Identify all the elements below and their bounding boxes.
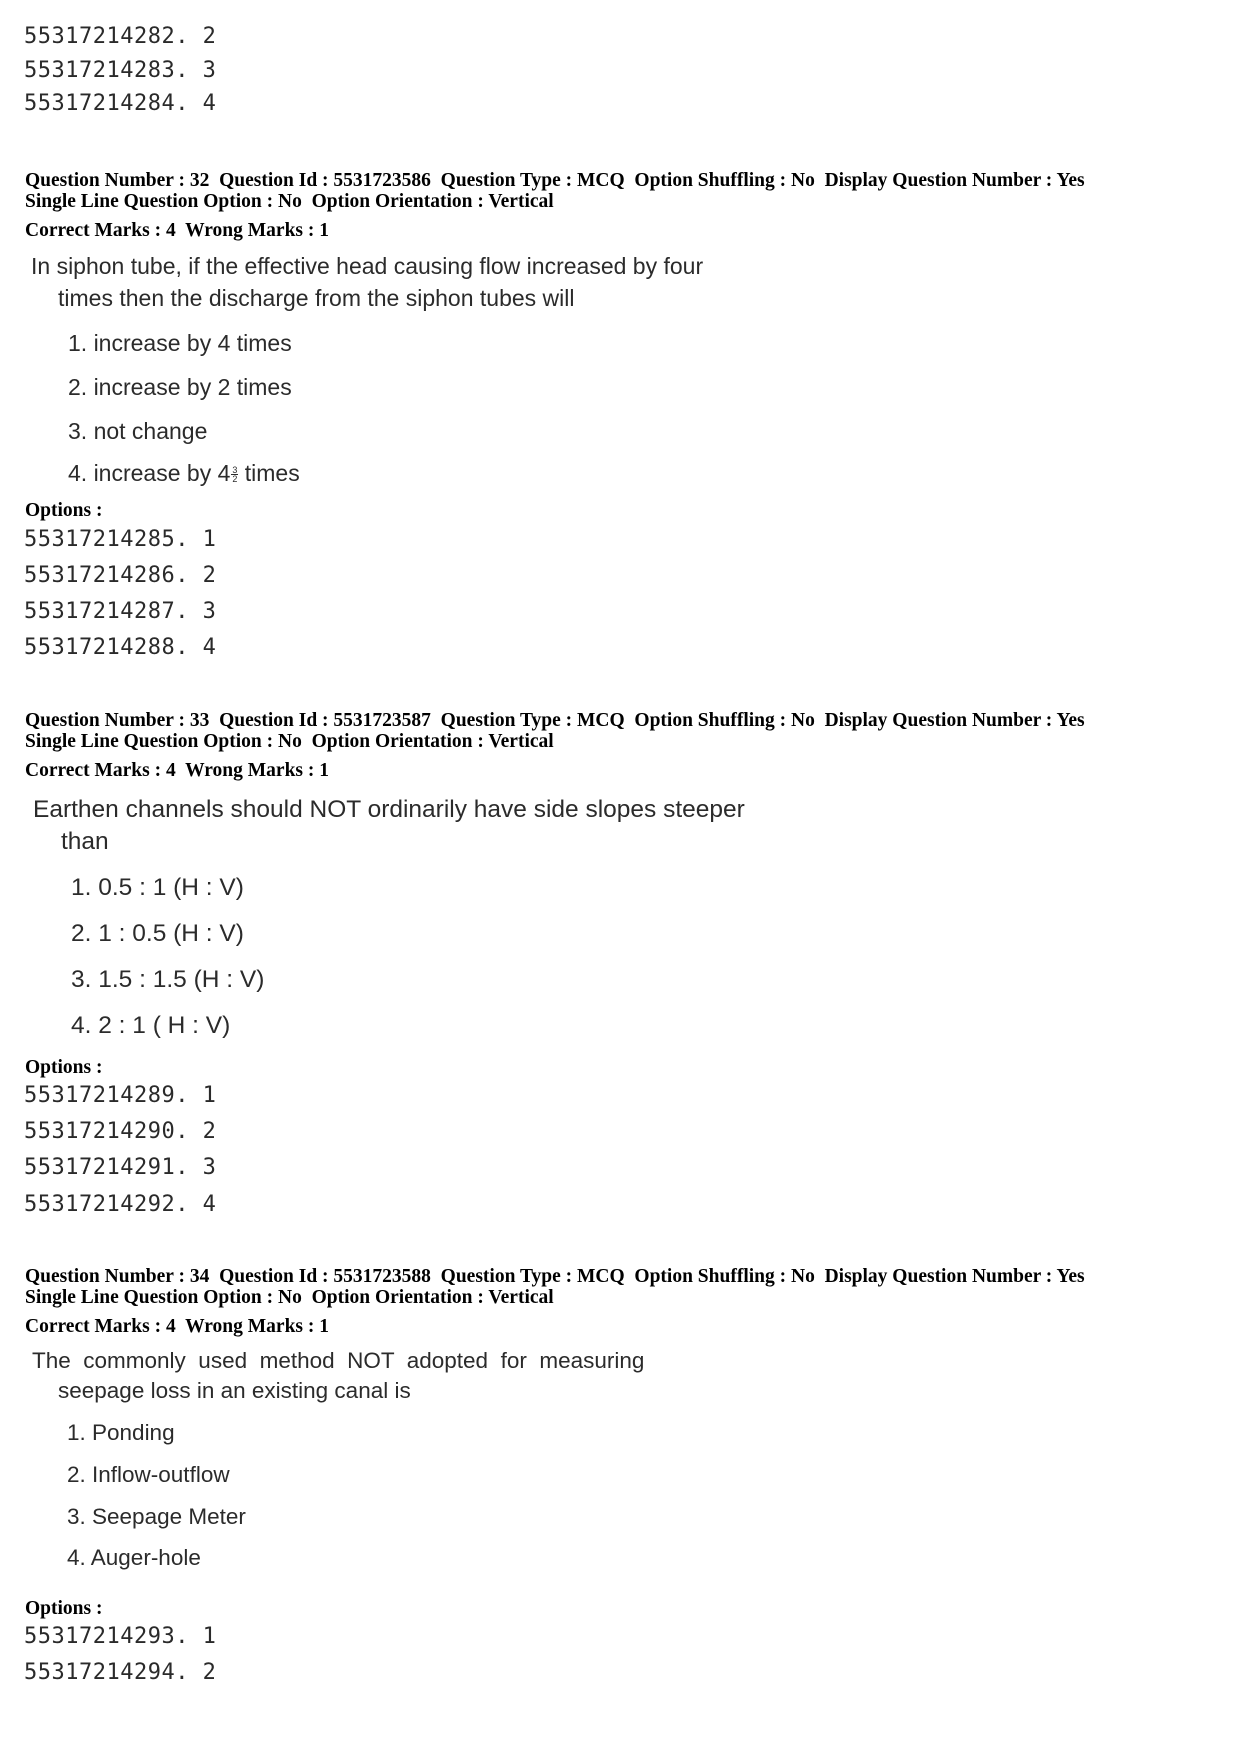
options-label: Options :: [25, 1598, 103, 1619]
question-meta-line: Question Number : 34 Question Id : 5531723588 Question Type : MCQ Option Shuffling : No Display Question Number : Yes: [25, 1266, 1085, 1287]
option-id-line: 55317214284. 4: [24, 91, 217, 116]
fraction-denominator: 2: [232, 474, 238, 484]
question-choice: 4. Auger-hole: [67, 1545, 201, 1570]
option-id-line: 55317214282. 2: [24, 24, 217, 49]
option-id-line: 55317214283. 3: [24, 58, 217, 83]
option-id-line: 55317214290. 2: [24, 1119, 217, 1144]
question-meta-line: Single Line Question Option : No Option Orientation : Vertical: [25, 1287, 554, 1308]
option-id-line: 55317214291. 3: [24, 1155, 217, 1180]
question-stem: times then the discharge from the siphon tubes will: [58, 285, 575, 311]
question-choice: 1. increase by 4 times: [68, 330, 292, 356]
question-choice: 2. Inflow-outflow: [67, 1462, 230, 1487]
question-choice: 2. 1 : 0.5 (H : V): [71, 920, 244, 947]
option-id-line: 55317214293. 1: [24, 1624, 217, 1649]
question-choice: 2. increase by 2 times: [68, 374, 292, 400]
marks-line: Correct Marks : 4 Wrong Marks : 1: [25, 760, 330, 781]
option-id-line: 55317214294. 2: [24, 1660, 217, 1685]
question-choice: 4. 2 : 1 ( H : V): [71, 1012, 231, 1039]
choice-text: times: [238, 460, 300, 486]
question-choice: 1. 0.5 : 1 (H : V): [71, 874, 244, 901]
question-choice: 3. not change: [68, 418, 208, 444]
question-choice: 1. Ponding: [67, 1420, 175, 1445]
question-stem: than: [61, 828, 109, 855]
option-id-line: 55317214286. 2: [24, 563, 217, 588]
question-choice: 3. 1.5 : 1.5 (H : V): [71, 966, 265, 993]
question-meta-line: Question Number : 33 Question Id : 5531723587 Question Type : MCQ Option Shuffling : No Display Question Number : Yes: [25, 710, 1085, 731]
question-stem: seepage loss in an existing canal is: [58, 1378, 411, 1403]
question-meta-line: Single Line Question Option : No Option Orientation : Vertical: [25, 731, 554, 752]
choice-text: 4. increase by 4: [68, 460, 231, 486]
question-stem: In siphon tube, if the effective head causing flow increased by four: [31, 253, 704, 279]
option-id-line: 55317214292. 4: [24, 1192, 217, 1217]
marks-line: Correct Marks : 4 Wrong Marks : 1: [25, 220, 330, 241]
question-stem: The commonly used method NOT adopted for measuring: [32, 1348, 645, 1373]
question-stem: Earthen channels should NOT ordinarily have side slopes steeper: [33, 796, 745, 823]
option-id-line: 55317214287. 3: [24, 599, 217, 624]
options-label: Options :: [25, 1057, 103, 1078]
option-id-line: 55317214285. 1: [24, 527, 217, 552]
option-id-line: 55317214289. 1: [24, 1083, 217, 1108]
fraction-numerator: 3: [232, 465, 238, 475]
question-choice: [68, 460, 300, 487]
options-label: Options :: [25, 500, 103, 521]
question-choice: 3. Seepage Meter: [67, 1504, 246, 1529]
question-meta-line: Single Line Question Option : No Option Orientation : Vertical: [25, 191, 554, 212]
marks-line: Correct Marks : 4 Wrong Marks : 1: [25, 1316, 330, 1337]
question-meta-line: Question Number : 32 Question Id : 5531723586 Question Type : MCQ Option Shuffling : No Display Question Number : Yes: [25, 170, 1085, 191]
option-id-line: 55317214288. 4: [24, 635, 217, 660]
